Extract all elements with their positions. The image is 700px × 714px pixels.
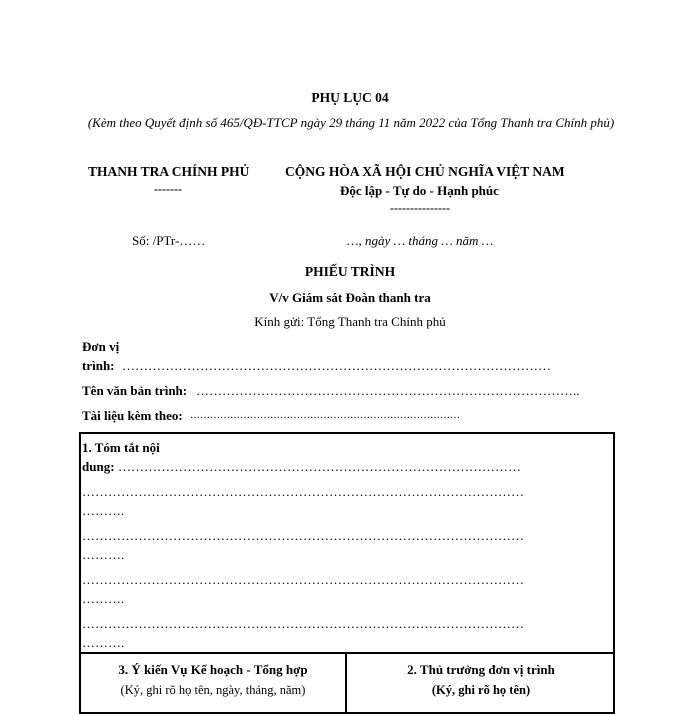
unit-head-hint: (Ký, ghi rõ họ tên) bbox=[431, 683, 531, 697]
document-name-field[interactable]: …………………………………………………………………………….. bbox=[196, 383, 580, 398]
summary-line[interactable]: ………. bbox=[82, 503, 125, 518]
national-motto: Độc lập - Tự do - Hạnh phúc bbox=[340, 183, 499, 198]
summary-field[interactable]: ………………………………………………………………………………… bbox=[118, 459, 521, 474]
form-recipient: Kính gửi: Tổng Thanh tra Chính phủ bbox=[254, 314, 446, 329]
agency-divider: ------- bbox=[154, 182, 182, 196]
summary-label: 1. Tóm tắt nội bbox=[82, 440, 160, 455]
unit-head-title: 2. Thủ trưởng đơn vị trình bbox=[407, 662, 555, 677]
form-title: PHIẾU TRÌNH bbox=[304, 264, 396, 279]
form-subject: V/v Giám sát Đoàn thanh tra bbox=[269, 290, 431, 305]
submit-unit-label-cont: trình: bbox=[82, 358, 115, 373]
place-date: …, ngày … tháng … năm … bbox=[347, 233, 494, 248]
summary-line[interactable]: ………………………………………………………………………………………… bbox=[82, 484, 524, 499]
agency-name: THANH TRA CHÍNH PHỦ bbox=[88, 164, 250, 179]
submit-unit-field[interactable]: ……………………………………………………………………………………… bbox=[122, 358, 551, 373]
attachments-field[interactable]: ……………………………………………………………………… bbox=[190, 410, 460, 421]
summary-line[interactable]: ………. bbox=[82, 591, 125, 606]
summary-line[interactable]: ………. bbox=[82, 635, 125, 650]
summary-line[interactable]: ………………………………………………………………………………………… bbox=[82, 616, 524, 631]
summary-label-cont: dung: bbox=[82, 459, 115, 474]
summary-line[interactable]: ………………………………………………………………………………………… bbox=[82, 572, 524, 587]
summary-line[interactable]: ………………………………………………………………………………………… bbox=[82, 528, 524, 543]
appendix-note: (Kèm theo Quyết định số 465/QĐ-TTCP ngày 29 tháng 11 năm 2022 của Tổng Thanh tra Chính phủ) bbox=[87, 115, 615, 130]
motto-divider: --------------- bbox=[390, 201, 450, 215]
document-name-label: Tên văn bản trình: bbox=[82, 383, 188, 398]
nation-name: CỘNG HÒA XÃ HỘI CHỦ NGHĨA VIỆT NAM bbox=[285, 164, 565, 179]
document-number: Số: /PTr-…… bbox=[132, 233, 206, 248]
attachments-label: Tài liệu kèm theo: bbox=[82, 408, 183, 423]
submit-unit-label: Đơn vị bbox=[82, 339, 120, 354]
summary-line[interactable]: ………. bbox=[82, 547, 125, 562]
appendix-title: PHỤ LỤC 04 bbox=[311, 90, 389, 105]
planning-opinion-hint: (Ký, ghi rõ họ tên, ngày, tháng, năm) bbox=[120, 683, 306, 697]
planning-opinion-title: 3. Ý kiến Vụ Kế hoạch - Tổng hợp bbox=[118, 662, 308, 677]
